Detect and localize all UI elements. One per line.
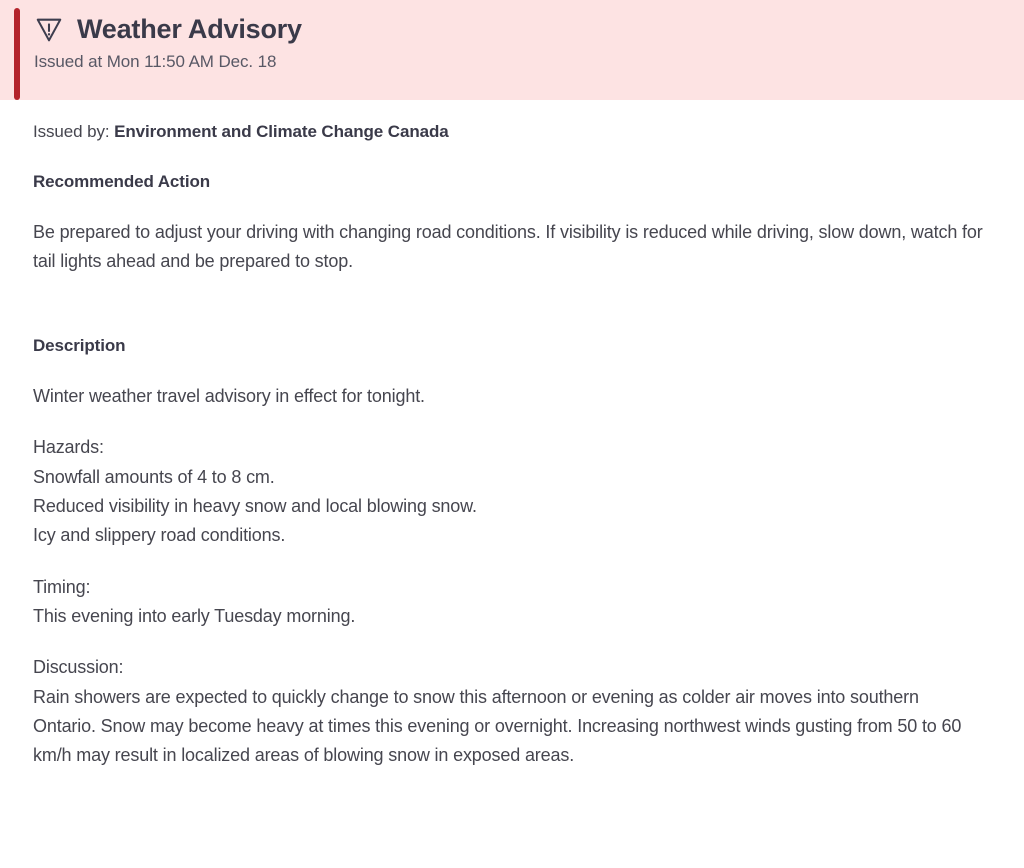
hazards-item: Icy and slippery road conditions. [33,525,286,546]
hazards-item: Reduced visibility in heavy snow and local blowing snow. [33,496,477,517]
warning-triangle-icon [34,15,64,45]
advisory-header [0,0,1024,100]
spacer [33,631,990,653]
timing-label: Timing: [33,576,91,597]
issued-by-label: Issued by: [33,122,110,141]
recommended-action-heading: Recommended Action [33,172,211,191]
advisory-header-title-row [34,14,1024,45]
issued-by-value: Environment and Climate Change Canada [114,122,449,141]
description-heading: Description [33,336,126,356]
advisory-body [0,100,1024,800]
page-title: Weather Advisory [77,14,302,44]
hazards-label: Hazards: [33,437,104,458]
hazards-item: Snowfall amounts of 4 to 8 cm. [33,466,275,487]
spacer [33,551,990,573]
discussion-text: Rain showers are expected to quickly change to snow this afternoon or evening as colder air moves into southern Ontario. Snow may become heavy at times this evening or overnight. Increasing northwest winds gusting from 50 to 60 km/h may result in localized areas of blowing snow in exposed areas. [33,686,962,766]
timing-item: This evening into early Tuesday morning. [33,606,356,627]
spacer [33,411,990,433]
advisory-issued-at: Issued at Mon 11:50 AM Dec. 18 [34,52,277,72]
recommended-action-text: Be prepared to adjust your driving with changing road conditions. If visibility is reduced while driving, slow down, watch for tail lights ahead and be prepared to stop. [33,222,983,272]
discussion-label: Discussion: [33,657,124,678]
description-intro: Winter weather travel advisory in effect for tonight. [33,386,425,407]
issued-by-row [33,122,990,142]
